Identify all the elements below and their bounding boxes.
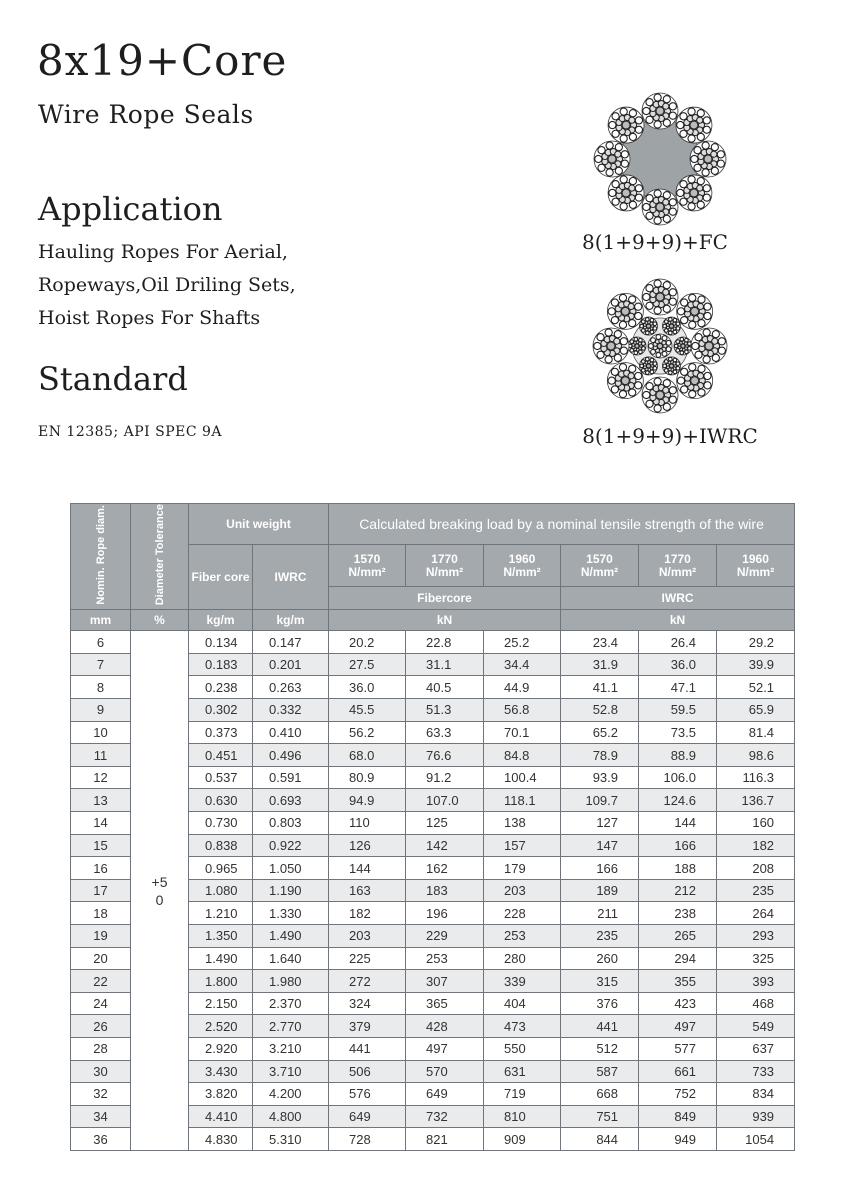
table-cell: 355 [639, 970, 717, 993]
application-heading: Application [38, 190, 223, 228]
table-cell: 264 [717, 902, 795, 925]
table-cell: 65.9 [717, 699, 795, 722]
unit-cell: mm [71, 610, 131, 631]
table-cell: 110 [329, 812, 406, 835]
table-cell: 182 [329, 902, 406, 925]
table-cell: 3.430 [189, 1060, 253, 1083]
unit-cell: % [131, 610, 189, 631]
table-cell: 1.980 [253, 970, 329, 993]
table-cell: 20 [71, 947, 131, 970]
table-cell: 253 [484, 925, 561, 948]
application-line: Ropeways,Oil Driling Sets, [38, 274, 296, 296]
table-cell: 324 [329, 992, 406, 1015]
table-cell: 142 [406, 834, 484, 857]
table-cell: 631 [484, 1060, 561, 1083]
table-cell: 8 [71, 676, 131, 699]
table-cell: 272 [329, 970, 406, 993]
table-cell: 157 [484, 834, 561, 857]
page-subtitle: Wire Rope Seals [38, 100, 254, 129]
table-cell: 118.1 [484, 789, 561, 812]
table-cell: 0.630 [189, 789, 253, 812]
table-cell: 47.1 [639, 676, 717, 699]
table-cell: 550 [484, 1037, 561, 1060]
table-cell: 39.9 [717, 653, 795, 676]
table-cell: 315 [561, 970, 639, 993]
table-cell: 1.490 [189, 947, 253, 970]
strength-header: 1770 N/mm² [406, 545, 484, 587]
table-cell: 1054 [717, 1128, 795, 1151]
table-cell: 30 [71, 1060, 131, 1083]
table-cell: 253 [406, 947, 484, 970]
table-cell: 0.201 [253, 653, 329, 676]
table-cell: 834 [717, 1083, 795, 1106]
table-cell: 587 [561, 1060, 639, 1083]
table-body [71, 631, 795, 1151]
table-cell: 821 [406, 1128, 484, 1151]
table-cell: 36.0 [639, 653, 717, 676]
table-cell: 661 [639, 1060, 717, 1083]
table-cell: 649 [406, 1083, 484, 1106]
table-cell: 732 [406, 1105, 484, 1128]
table-cell: 849 [639, 1105, 717, 1128]
table-cell: 34.4 [484, 653, 561, 676]
table-cell: 3.210 [253, 1037, 329, 1060]
table-cell: 93.9 [561, 766, 639, 789]
table-cell: 949 [639, 1128, 717, 1151]
table-cell: 52.1 [717, 676, 795, 699]
table-cell: 939 [717, 1105, 795, 1128]
strength-header: 1570 N/mm² [329, 545, 406, 587]
table-cell: 1.050 [253, 857, 329, 880]
table-cell: 14 [71, 812, 131, 835]
table-cell: 41.1 [561, 676, 639, 699]
table-cell: 512 [561, 1037, 639, 1060]
table-cell: 68.0 [329, 744, 406, 767]
table-cell: 29.2 [717, 631, 795, 654]
table-cell: 0.373 [189, 721, 253, 744]
table-cell: 1.330 [253, 902, 329, 925]
table-cell: 844 [561, 1128, 639, 1151]
diameter-tolerance-header: Diameter Tolerance [131, 504, 189, 610]
table-cell: 22 [71, 970, 131, 993]
table-cell: 260 [561, 947, 639, 970]
table-cell: 1.080 [189, 879, 253, 902]
table-cell: 2.770 [253, 1015, 329, 1038]
tolerance-cell: +5 0 [131, 631, 189, 1151]
table-cell: 36 [71, 1128, 131, 1151]
table-cell: 144 [639, 812, 717, 835]
table-cell: 719 [484, 1083, 561, 1106]
table-cell: 238 [639, 902, 717, 925]
table-cell: 183 [406, 879, 484, 902]
table-cell: 1.490 [253, 925, 329, 948]
table-cell: 179 [484, 857, 561, 880]
table-cell: 668 [561, 1083, 639, 1106]
unit-cell: kg/m [189, 610, 253, 631]
standard-text: EN 12385; API SPEC 9A [38, 424, 223, 440]
unit-weight-header: Unit weight [189, 504, 329, 545]
table-cell: 16 [71, 857, 131, 880]
table-cell: 423 [639, 992, 717, 1015]
strength-header: 1960 N/mm² [484, 545, 561, 587]
table-cell: 147 [561, 834, 639, 857]
table-cell: 52.8 [561, 699, 639, 722]
table-cell: 107.0 [406, 789, 484, 812]
table-cell: 506 [329, 1060, 406, 1083]
table-cell: 4.200 [253, 1083, 329, 1106]
table-cell: 0.965 [189, 857, 253, 880]
table-cell: 229 [406, 925, 484, 948]
table-cell: 3.820 [189, 1083, 253, 1106]
table-cell: 4.800 [253, 1105, 329, 1128]
table-cell: 166 [561, 857, 639, 880]
table-cell: 212 [639, 879, 717, 902]
iwrc-cross-section-diagram [590, 278, 730, 414]
table-cell: 15 [71, 834, 131, 857]
table-cell: 63.3 [406, 721, 484, 744]
table-cell: 26 [71, 1015, 131, 1038]
table-cell: 2.370 [253, 992, 329, 1015]
table-cell: 728 [329, 1128, 406, 1151]
table-cell: 65.2 [561, 721, 639, 744]
table-cell: 0.451 [189, 744, 253, 767]
table-cell: 182 [717, 834, 795, 857]
table-cell: 36.0 [329, 676, 406, 699]
table-cell: 91.2 [406, 766, 484, 789]
table-cell: 0.730 [189, 812, 253, 835]
table-cell: 0.302 [189, 699, 253, 722]
table-cell: 637 [717, 1037, 795, 1060]
table-cell: 339 [484, 970, 561, 993]
table-cell: 31.1 [406, 653, 484, 676]
table-cell: 124.6 [639, 789, 717, 812]
table-cell: 3.710 [253, 1060, 329, 1083]
table-cell: 56.8 [484, 699, 561, 722]
table-cell: 106.0 [639, 766, 717, 789]
table-cell: 576 [329, 1083, 406, 1106]
table-cell: 44.9 [484, 676, 561, 699]
table-cell: 11 [71, 744, 131, 767]
table-cell: 293 [717, 925, 795, 948]
table-cell: 1.640 [253, 947, 329, 970]
table-cell: 78.9 [561, 744, 639, 767]
table-cell: 0.410 [253, 721, 329, 744]
table-cell: 17 [71, 879, 131, 902]
fibercore-group-header: Fibercore [329, 587, 561, 610]
table-cell: 40.5 [406, 676, 484, 699]
table-cell: 2.520 [189, 1015, 253, 1038]
table-cell: 13 [71, 789, 131, 812]
table-cell: 235 [561, 925, 639, 948]
table-cell: 0.332 [253, 699, 329, 722]
unit-cell: kN [329, 610, 561, 631]
strength-header: 1770 N/mm² [639, 545, 717, 587]
strength-header: 1960 N/mm² [717, 545, 795, 587]
table-cell: 88.9 [639, 744, 717, 767]
table-cell: 80.9 [329, 766, 406, 789]
table-cell: 733 [717, 1060, 795, 1083]
table-cell: 473 [484, 1015, 561, 1038]
table-cell: 125 [406, 812, 484, 835]
table-cell: 100.4 [484, 766, 561, 789]
table-cell: 7 [71, 653, 131, 676]
table-cell: 9 [71, 699, 131, 722]
table-cell: 12 [71, 766, 131, 789]
table-cell: 294 [639, 947, 717, 970]
strength-header: 1570 N/mm² [561, 545, 639, 587]
table-cell: 0.591 [253, 766, 329, 789]
table-cell: 468 [717, 992, 795, 1015]
table-cell: 81.4 [717, 721, 795, 744]
table-cell: 225 [329, 947, 406, 970]
table-cell: 73.5 [639, 721, 717, 744]
breaking-load-header: Calculated breaking load by a nominal tensile strength of the wire [329, 504, 795, 545]
table-cell: 6 [71, 631, 131, 654]
nomin-rope-diam-header: Nomin. Rope diam. [71, 504, 131, 610]
table-cell: 2.920 [189, 1037, 253, 1060]
table-cell: 26.4 [639, 631, 717, 654]
wire-rope-spec-table [70, 503, 795, 1151]
table-cell: 570 [406, 1060, 484, 1083]
table-cell: 25.2 [484, 631, 561, 654]
table-cell: 0.263 [253, 676, 329, 699]
table-cell: 497 [639, 1015, 717, 1038]
iwrc-weight-header: IWRC [253, 545, 329, 610]
table-cell: 404 [484, 992, 561, 1015]
table-cell: 5.310 [253, 1128, 329, 1151]
table-cell: 23.4 [561, 631, 639, 654]
table-cell: 76.6 [406, 744, 484, 767]
fiber-core-cross-section-diagram [590, 92, 730, 226]
iwrc-group-header: IWRC [561, 587, 795, 610]
table-cell: 0.238 [189, 676, 253, 699]
table-cell: 376 [561, 992, 639, 1015]
standard-heading: Standard [38, 360, 188, 398]
table-cell: 98.6 [717, 744, 795, 767]
unit-cell: kg/m [253, 610, 329, 631]
table-cell: 136.7 [717, 789, 795, 812]
table-cell: 1.350 [189, 925, 253, 948]
table-cell: 0.537 [189, 766, 253, 789]
table-cell: 4.410 [189, 1105, 253, 1128]
table-cell: 10 [71, 721, 131, 744]
table-cell: 34 [71, 1105, 131, 1128]
table-cell: 84.8 [484, 744, 561, 767]
table-cell: 144 [329, 857, 406, 880]
table-cell: 109.7 [561, 789, 639, 812]
table-cell: 2.150 [189, 992, 253, 1015]
table-cell: 211 [561, 902, 639, 925]
table-cell: 0.922 [253, 834, 329, 857]
table-cell: 0.803 [253, 812, 329, 835]
table-cell: 163 [329, 879, 406, 902]
table-cell: 1.210 [189, 902, 253, 925]
table-cell: 810 [484, 1105, 561, 1128]
table-cell: 909 [484, 1128, 561, 1151]
table-cell: 188 [639, 857, 717, 880]
table-cell: 0.693 [253, 789, 329, 812]
fiber-core-weight-header: Fiber core [189, 545, 253, 610]
table-cell: 166 [639, 834, 717, 857]
table-cell: 162 [406, 857, 484, 880]
table-cell: 0.838 [189, 834, 253, 857]
unit-cell: kN [561, 610, 795, 631]
table-cell: 94.9 [329, 789, 406, 812]
table-cell: 393 [717, 970, 795, 993]
table-cell: 549 [717, 1015, 795, 1038]
table-cell: 208 [717, 857, 795, 880]
table-cell: 59.5 [639, 699, 717, 722]
table-cell: 51.3 [406, 699, 484, 722]
table-cell: 70.1 [484, 721, 561, 744]
table-cell: 1.190 [253, 879, 329, 902]
table-cell: 138 [484, 812, 561, 835]
table-cell: 28 [71, 1037, 131, 1060]
table-cell: 20.2 [329, 631, 406, 654]
table-row [71, 631, 795, 654]
table-cell: 18 [71, 902, 131, 925]
table-cell: 751 [561, 1105, 639, 1128]
table-cell: 228 [484, 902, 561, 925]
table-cell: 32 [71, 1083, 131, 1106]
table-cell: 203 [484, 879, 561, 902]
table-cell: 577 [639, 1037, 717, 1060]
application-line: Hauling Ropes For Aerial, [38, 241, 288, 263]
table-cell: 325 [717, 947, 795, 970]
table-cell: 56.2 [329, 721, 406, 744]
page-title: 8x19+Core [37, 36, 288, 85]
table-cell: 19 [71, 925, 131, 948]
table-cell: 265 [639, 925, 717, 948]
table-cell: 27.5 [329, 653, 406, 676]
table-cell: 441 [561, 1015, 639, 1038]
table-cell: 752 [639, 1083, 717, 1106]
table-cell: 280 [484, 947, 561, 970]
table-cell: 235 [717, 879, 795, 902]
table-cell: 4.830 [189, 1128, 253, 1151]
application-line: Hoist Ropes For Shafts [38, 307, 261, 329]
table-cell: 196 [406, 902, 484, 925]
table-cell: 116.3 [717, 766, 795, 789]
table-cell: 0.147 [253, 631, 329, 654]
table-cell: 649 [329, 1105, 406, 1128]
iwrc-diagram-label: 8(1+9+9)+IWRC [582, 424, 758, 448]
table-cell: 379 [329, 1015, 406, 1038]
fiber-core-diagram-label: 8(1+9+9)+FC [582, 230, 728, 254]
table-cell: 127 [561, 812, 639, 835]
table-cell: 203 [329, 925, 406, 948]
table-cell: 0.134 [189, 631, 253, 654]
table-cell: 45.5 [329, 699, 406, 722]
table-cell: 31.9 [561, 653, 639, 676]
table-cell: 428 [406, 1015, 484, 1038]
table-cell: 1.800 [189, 970, 253, 993]
table-cell: 365 [406, 992, 484, 1015]
table-cell: 497 [406, 1037, 484, 1060]
table-cell: 307 [406, 970, 484, 993]
table-cell: 22.8 [406, 631, 484, 654]
table-cell: 0.183 [189, 653, 253, 676]
table-cell: 126 [329, 834, 406, 857]
table-cell: 189 [561, 879, 639, 902]
table-cell: 0.496 [253, 744, 329, 767]
table-cell: 24 [71, 992, 131, 1015]
table-cell: 160 [717, 812, 795, 835]
application-list [38, 236, 296, 335]
table-cell: 441 [329, 1037, 406, 1060]
